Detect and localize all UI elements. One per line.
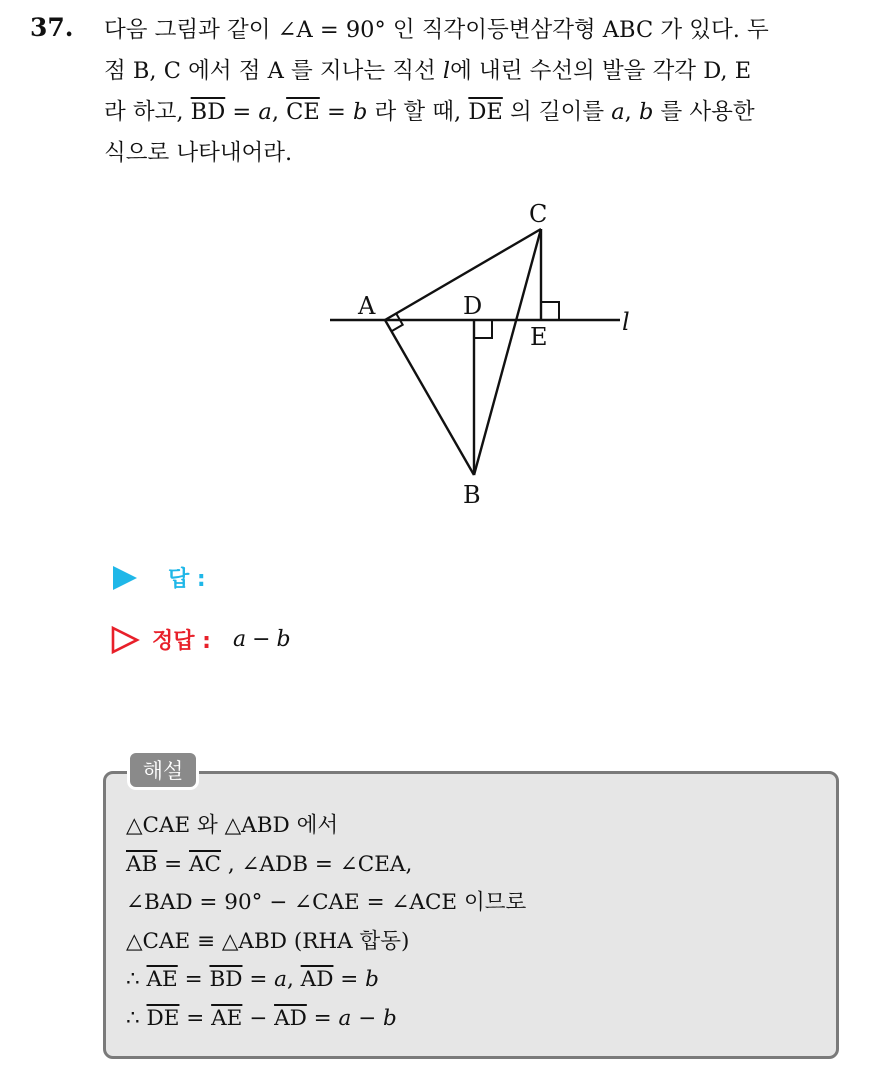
right-angle-d [474, 320, 492, 338]
play-filled-icon [110, 563, 140, 593]
variable-a: a [611, 99, 625, 125]
segment-de: $\overline{DE}$ [146, 1005, 180, 1031]
label-c: C [529, 200, 548, 228]
segment-ab [385, 320, 474, 475]
label-e: E [530, 323, 548, 351]
text-segment: 에 내린 수선의 발을 각각 D, E [450, 58, 752, 84]
variable-b: b [383, 1005, 397, 1031]
variable-b: b [276, 627, 291, 652]
segment-bd: $\overline{BD}$ [209, 967, 243, 992]
variable-a: a [338, 1005, 352, 1031]
text-segment: − [242, 1005, 275, 1031]
segment-ce: $\overline{CE}$ [286, 99, 320, 125]
explanation-line-3: ∠BAD = 90° − ∠CAE = ∠ACE 이므로 [126, 890, 527, 915]
problem-line-3 [104, 92, 864, 133]
play-outline-icon [110, 625, 140, 655]
explanation-content [126, 807, 526, 1038]
geometry-figure [300, 190, 660, 520]
text-segment: = [333, 967, 366, 992]
label-a: A [358, 292, 376, 320]
correct-answer-value [233, 627, 291, 652]
variable-l: l [442, 58, 451, 84]
text-segment: 의 길이를 [502, 99, 612, 125]
text-segment: = [177, 967, 210, 992]
text-segment: , [287, 967, 301, 992]
variable-a: a [258, 99, 272, 125]
segment-bc [474, 229, 541, 475]
answer-label: 답 : [168, 567, 206, 592]
text-segment: , ∠ADB = ∠CEA, [221, 851, 413, 877]
therefore-sign: ∴ [126, 967, 147, 992]
segment-ae: $\overline{AE}$ [211, 1005, 243, 1031]
text-segment: = [242, 967, 275, 992]
text-segment: = [157, 851, 190, 877]
problem-statement [104, 10, 864, 174]
segment-ad: $\overline{AD}$ [300, 967, 334, 992]
text-segment: = [306, 1005, 339, 1031]
text-segment: , [271, 99, 287, 125]
problem-line-4: 식으로 나타내어라. [104, 140, 293, 166]
text-segment: − [351, 1005, 384, 1031]
text-segment: 를 사용한 [653, 99, 755, 125]
label-d: D [463, 292, 483, 320]
problem-number: 37. [30, 13, 74, 42]
variable-b: b [365, 967, 379, 992]
text-segment: 라 할 때, [367, 99, 469, 125]
variable-a: a [232, 627, 247, 652]
text-segment: = [179, 1005, 212, 1031]
label-b: B [463, 481, 481, 509]
explanation-line-5 [126, 961, 526, 1000]
segment-bd: $\overline{BD}$ [190, 99, 226, 125]
text-segment: = [225, 99, 259, 125]
text-segment: 라 하고, [104, 99, 191, 125]
explanation-line-4: △CAE ≡ △ABD (RHA 합동) [126, 928, 410, 954]
minus-sign: − [252, 627, 271, 652]
correct-answer-label: 정답 : [152, 629, 211, 654]
explanation-line-6 [126, 1000, 526, 1039]
label-l: l [622, 308, 630, 336]
text-segment: = [319, 99, 353, 125]
problem-line-1: 다음 그림과 같이 ∠A = 90° 인 직각이등변삼각형 ABC 가 있다. 두 [104, 17, 769, 43]
right-angle-e [541, 302, 559, 320]
variable-b: b [638, 99, 654, 125]
therefore-sign: ∴ [126, 1005, 147, 1031]
text-segment: , [624, 99, 639, 125]
problem-line-2 [104, 51, 864, 92]
answer-input-row [110, 562, 206, 593]
segment-ae: $\overline{AE}$ [146, 967, 178, 992]
correct-answer-row [110, 624, 291, 655]
figure-labels [357, 200, 630, 509]
variable-b: b [352, 99, 368, 125]
explanation-tag: 해설 [127, 750, 199, 790]
segment-de: $\overline{DE}$ [468, 99, 503, 125]
text-segment: 점 B, C 에서 점 A 를 지나는 직선 [104, 58, 443, 84]
segment-ab: $\overline{AB}$ [126, 851, 158, 877]
segment-ad: $\overline{AD}$ [274, 1005, 307, 1031]
figure-lines [330, 229, 620, 475]
explanation-line-2 [126, 846, 526, 885]
variable-a: a [274, 967, 287, 992]
explanation-line-1: △CAE 와 △ABD 에서 [126, 813, 339, 838]
segment-ac: $\overline{AC}$ [189, 851, 221, 877]
